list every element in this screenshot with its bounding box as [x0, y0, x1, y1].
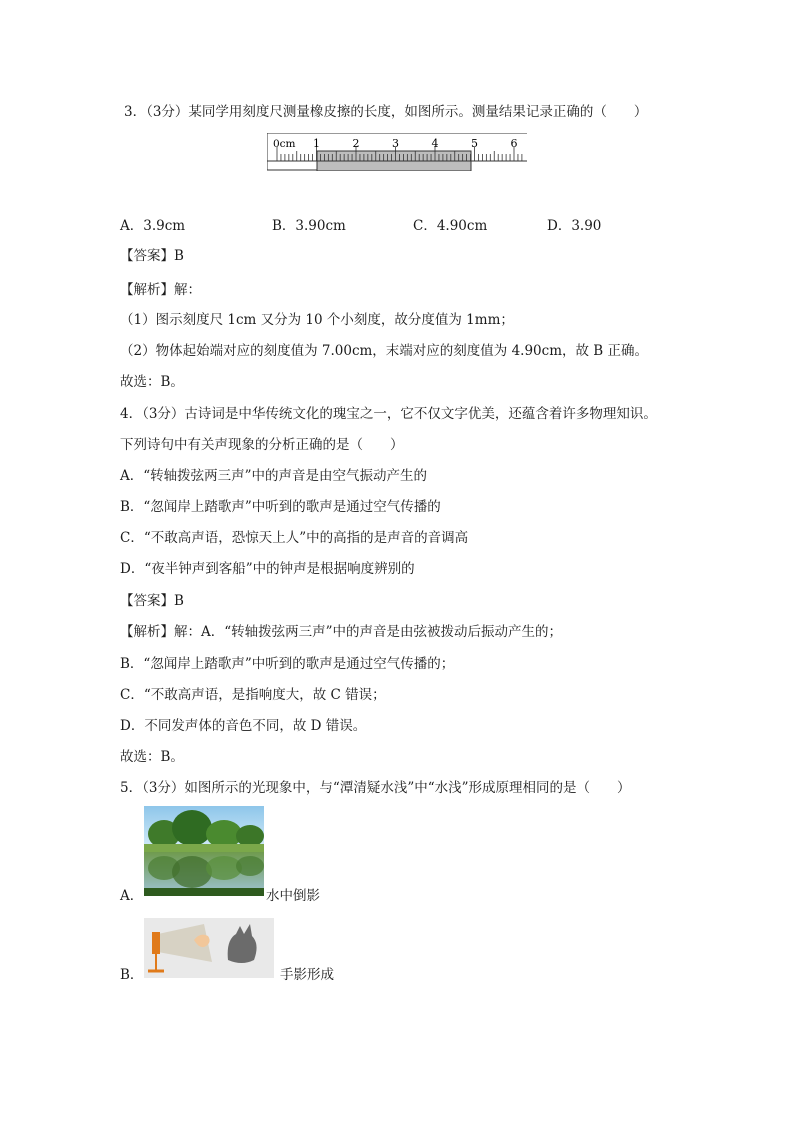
- q4-analysis-4: D．不同发声体的音色不同，故 D 错误。: [120, 718, 367, 734]
- hand-shadow-image: [144, 918, 274, 978]
- q4-stem-2: 下列诗句中有关声现象的分析正确的是（ ）: [120, 437, 404, 453]
- q4-option-b: B．“忽闻岸上踏歌声”中听到的歌声是通过空气传播的: [120, 499, 441, 515]
- q3-answer: 【答案】B: [120, 248, 184, 264]
- q4-stem-1: 4．（3分）古诗词是中华传统文化的瑰宝之一，它不仅文字优美，还蕴含着许多物理知识。: [120, 406, 657, 422]
- q3-option-d: D．3.90: [547, 218, 602, 234]
- lamp-icon: [152, 932, 160, 954]
- ruler-tick-label: 6: [510, 137, 518, 150]
- q4-option-a: A．“转轴拨弦两三声”中的声音是由空气振动产生的: [120, 468, 428, 484]
- q3-stem: 3．（3分）某同学用刻度尺测量橡皮擦的长度，如图所示。测量结果记录正确的（ ）: [124, 104, 648, 120]
- q5-option-a-letter: A．: [120, 888, 144, 904]
- ruler-tick-label: 2: [352, 137, 360, 150]
- reflection-image: [144, 806, 264, 896]
- q3-analysis-2: （2）物体起始端对应的刻度值为 7.00cm，末端对应的刻度值为 4.90cm，故 B 正确。: [120, 343, 649, 359]
- q3-option-c: C．4.90cm: [413, 218, 488, 234]
- q4-option-c: C．“不敢高声语，恐惊天上人”中的高指的是声音的音调高: [120, 530, 469, 546]
- q4-option-d: D．“夜半钟声到客船”中的钟声是根据响度辨别的: [120, 561, 415, 577]
- q3-option-b: B．3.90cm: [272, 218, 346, 234]
- q5-option-b-letter: B．: [120, 967, 144, 983]
- ruler-tick-label: 3: [392, 137, 399, 150]
- q3-analysis-1: （1）图示刻度尺 1cm 又分为 10 个小刻度，故分度值为 1mm；: [120, 312, 514, 328]
- q3-conclusion: 故选：B。: [120, 374, 184, 390]
- q4-analysis-3: C．“不敢高声语，是指响度大，故 C 错误；: [120, 687, 386, 703]
- q5-option-a-caption: 水中倒影: [266, 888, 320, 904]
- q3-analysis-head: 【解析】解：: [120, 282, 201, 298]
- ruler-tick-label: 1: [313, 137, 320, 150]
- ruler-tick-label: 5: [471, 137, 478, 150]
- ruler-unit-label: 0cm: [273, 138, 296, 150]
- q4-analysis-2: B．“忽闻岸上踏歌声”中听到的歌声是通过空气传播的；: [120, 656, 455, 672]
- q4-conclusion: 故选：B。: [120, 749, 184, 765]
- q4-answer: 【答案】B: [120, 593, 184, 609]
- ruler-figure: [267, 133, 527, 171]
- ruler-tick-label: 4: [431, 137, 439, 150]
- q5-stem: 5．（3分）如图所示的光现象中，与“潭清疑水浅”中“水浅”形成原理相同的是（ ）: [120, 780, 631, 796]
- q3-option-a: A．3.9cm: [120, 218, 186, 234]
- q5-option-b-caption: 手影形成: [280, 967, 334, 983]
- q4-analysis-1: 【解析】解：A．“转轴拨弦两三声”中的声音是由弦被拨动后振动产生的；: [120, 624, 563, 640]
